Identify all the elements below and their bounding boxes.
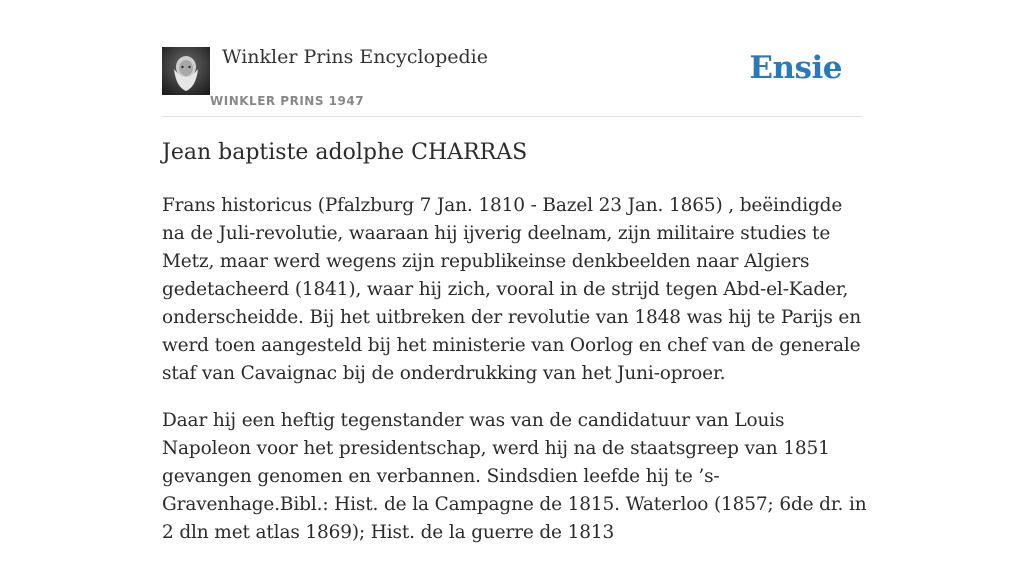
edition-label[interactable]: WINKLER PRINS 1947: [210, 94, 365, 108]
site-header: [162, 0, 862, 117]
site-name[interactable]: Winkler Prins Encyclopedie: [222, 46, 488, 68]
article-title: Jean baptiste adolphe CHARRAS: [162, 140, 528, 165]
page-container: [162, 0, 867, 543]
article-body: [162, 192, 867, 566]
article-paragraph-1: Frans historicus (Pfalzburg 7 Jan. 1810 - Bazel 23 Jan. 1865) , beëindigde na de Juli-revolutie, waaraan hij ijverig deelnam, zijn militaire studies te Metz, maar werd wegens zijn republikeinse denkbeelden naar Algiers gedetacheerd (1841), waar hij zich, vooral in de strijd tegen Abd-el-Kader, onderscheidde. Bij het uitbreken der revolutie van 1848 was hij te Parijs en werd toen aangesteld bij het ministerie van Oorlog en chef van de generale staf van Cavaignac bij de onderdrukking van het Juni-oproer.: [162, 195, 861, 384]
article-paragraph-2: Daar hij een heftig tegenstander was van de candidatuur van Louis Napoleon voor het presidentschap, werd hij na de staatsgreep van 1851 gevangen genomen en verbannen. Sindsdien leefde hij te ’s-Gravenhage.Bibl.: Hist. de la Campagne de 1815. Waterloo (1857; 6de dr. in 2 dln met atlas 1869); Hist. de la guerre de 1813: [162, 410, 867, 543]
ensie-logo[interactable]: Ensie: [749, 50, 842, 86]
bearded-man-portrait-icon[interactable]: [162, 47, 210, 95]
